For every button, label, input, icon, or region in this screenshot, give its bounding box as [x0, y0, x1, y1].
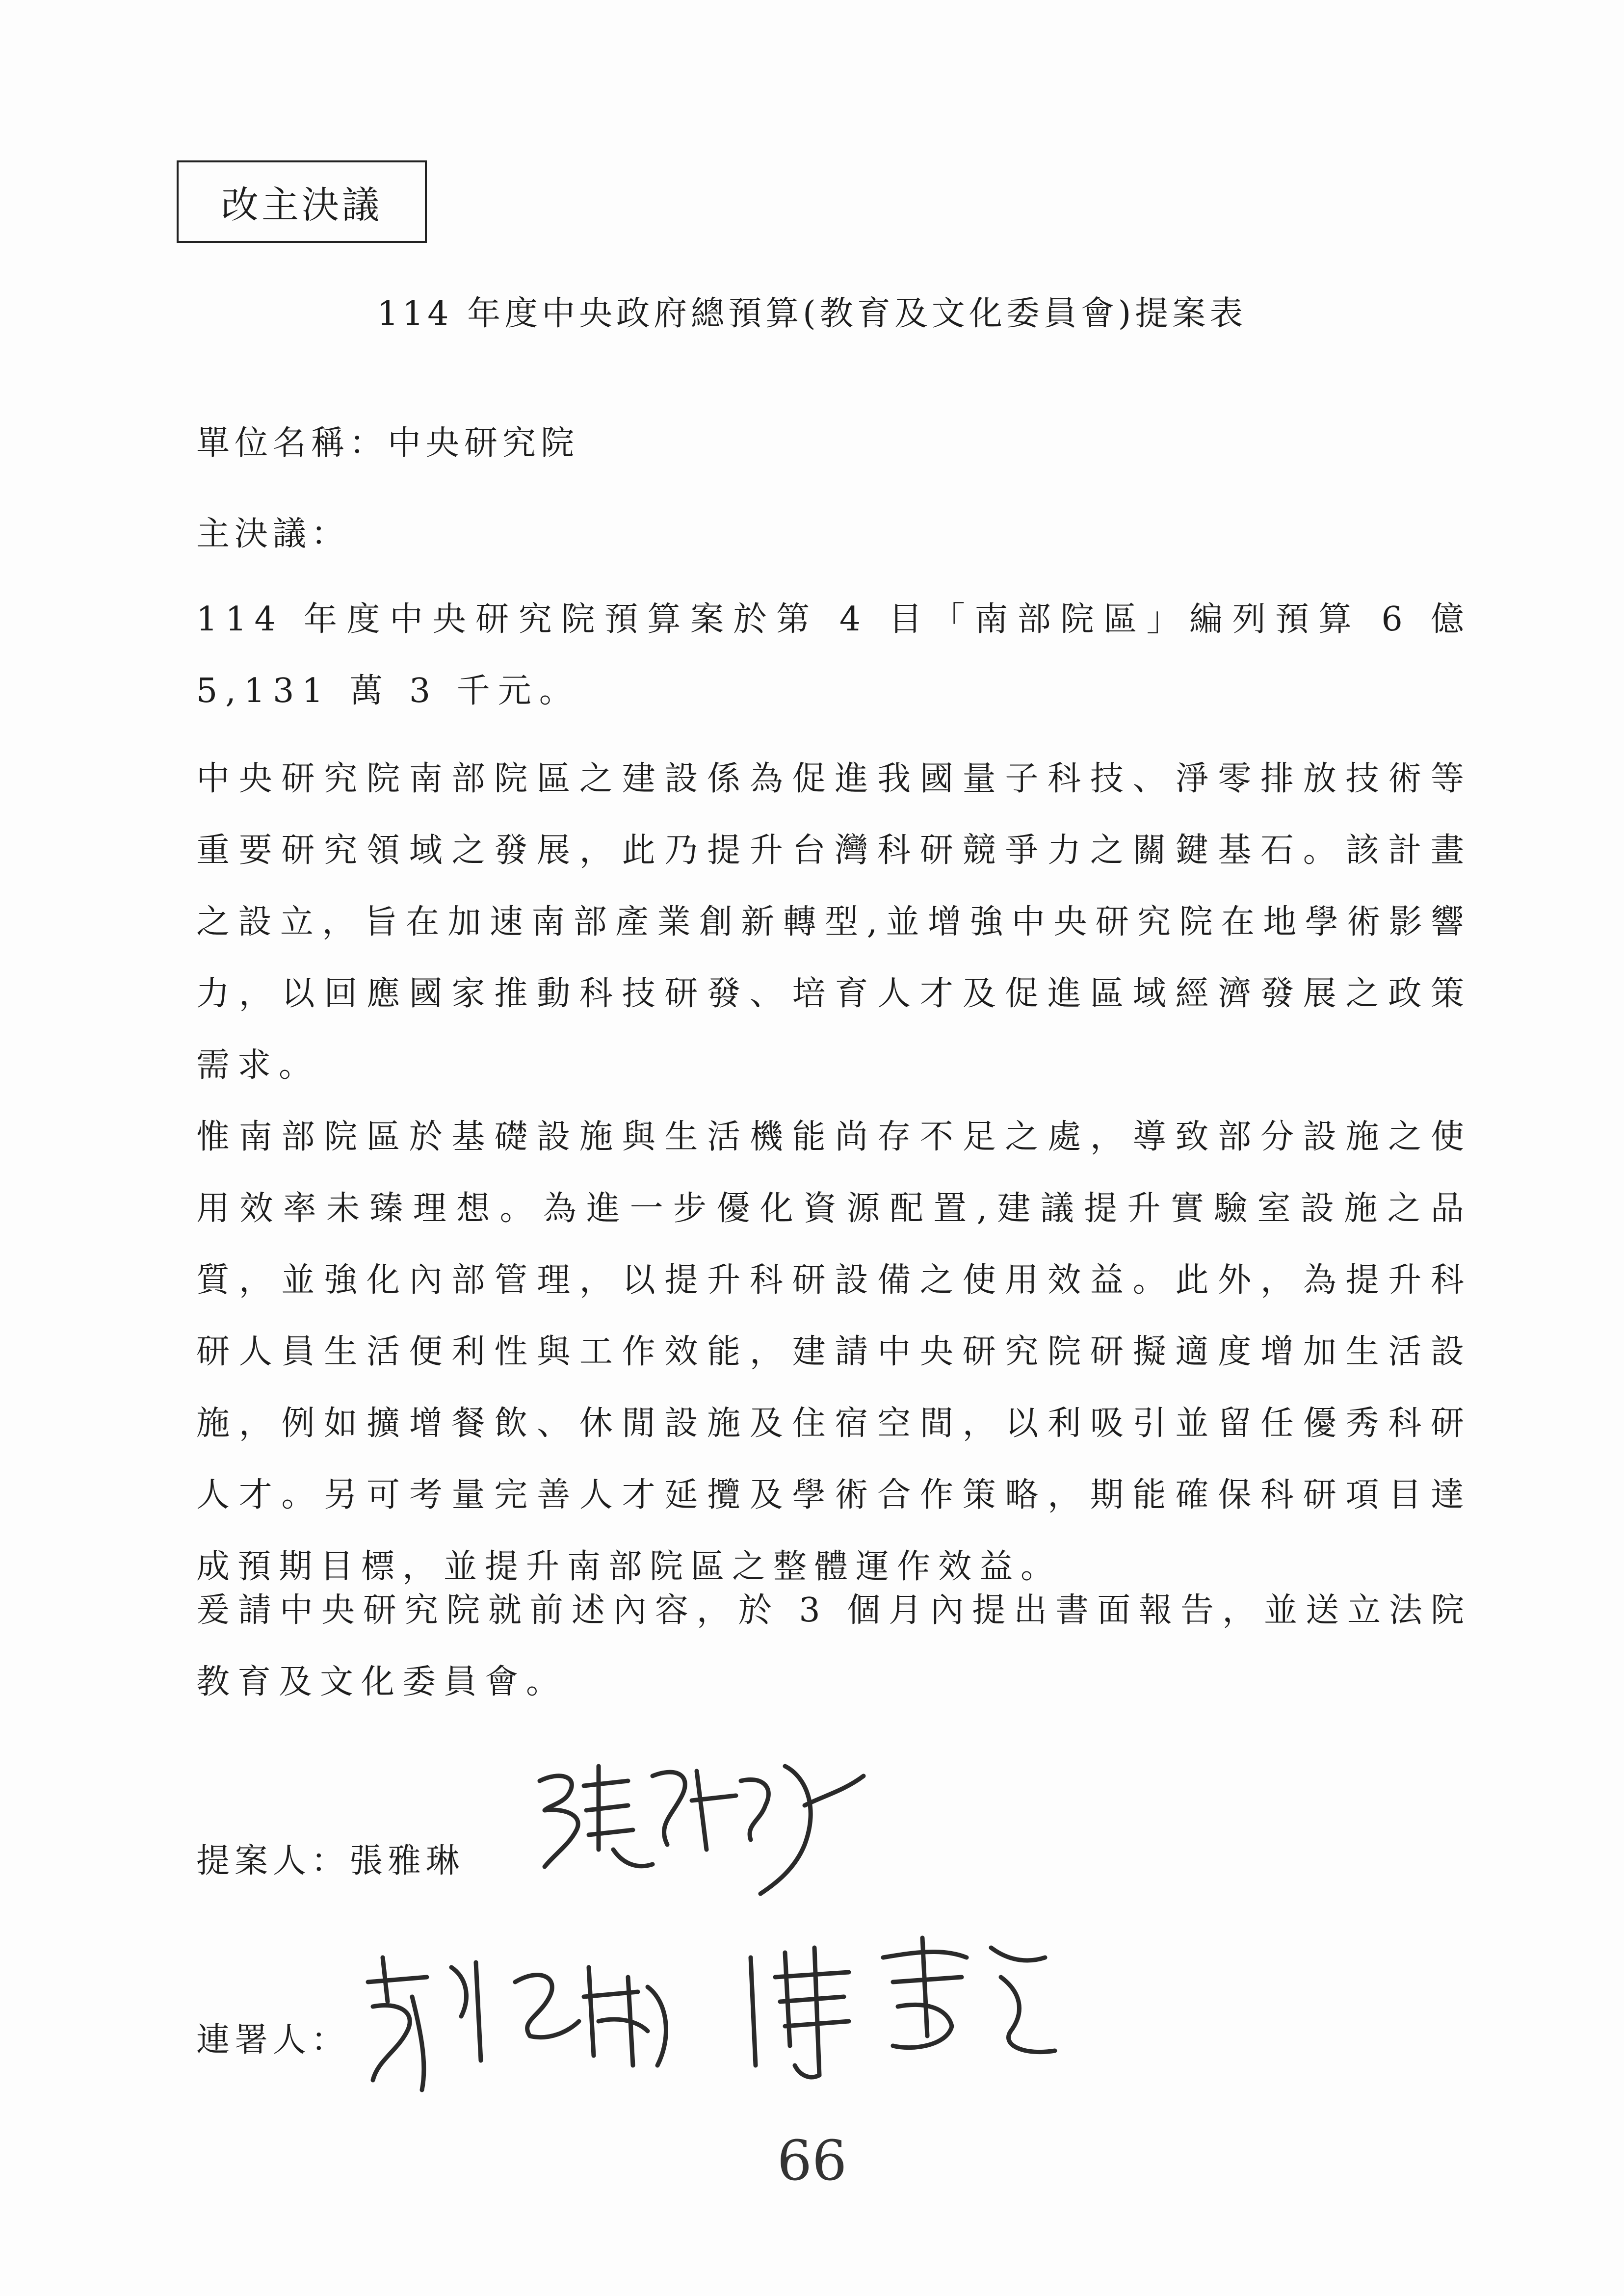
cosigner-label: 連署人： — [196, 2021, 350, 2060]
resolution-paragraph-budget: 114 年度中央研究院預算案於第 4 目「南部院區」編列預算 6 億 5,131 萬 3 千元。 — [196, 600, 1472, 710]
amended-resolution-label-box — [177, 160, 427, 243]
resolution-paragraph-request: 爰請中央研究院就前述內容，於 3 個月內提出書面報告，並送立法院教育及文化委員會。 — [196, 1591, 1472, 1701]
cosigner-signature-2 — [736, 1928, 1070, 2090]
main-resolution-label: 主決議： — [196, 515, 350, 553]
proposer-signature — [530, 1747, 873, 1904]
proposer-line: 提案人：張雅琳 — [196, 1842, 465, 1880]
cosigner-signature-1 — [353, 1938, 697, 2100]
unit-name-line: 單位名稱：中央研究院 — [196, 424, 579, 463]
page-number: 66 — [777, 2129, 847, 2193]
document-title: 114 年度中央政府總預算(教育及文化委員會)提案表 — [377, 294, 1247, 333]
resolution-paragraph-recommendations: 惟南部院區於基礎設施與生活機能尚存不足之處，導致部分設施之使用效率未臻理想。為進一步優化資源配置,建議提升實驗室設施之品質，並強化內部管理，以提升科研設備之使用效益。此外，為提升科研人員生活便利性與工作效能，建請中央研究院研擬適度增加生活設施，例如擴增餐飲、休閒設施及住宿空間，以利吸引並留任優秀科研人才。另可考量完善人才延攬及學術合作策略，期能確保科研項目達成預期目標，並提升南部院區之整體運作效益。 — [196, 1118, 1472, 1586]
resolution-paragraph-background: 中央研究院南部院區之建設係為促進我國量子科技、淨零排放技術等重要研究領域之發展，此乃提升台灣科研競爭力之關鍵基石。該計畫之設立，旨在加速南部產業創新轉型,並增強中央研究院在地學術影響力，以回應國家推動科技研發、培育人才及促進區域經濟發展之政策需求。 — [196, 759, 1472, 1085]
amended-resolution-label: 改主決議 — [221, 183, 382, 227]
